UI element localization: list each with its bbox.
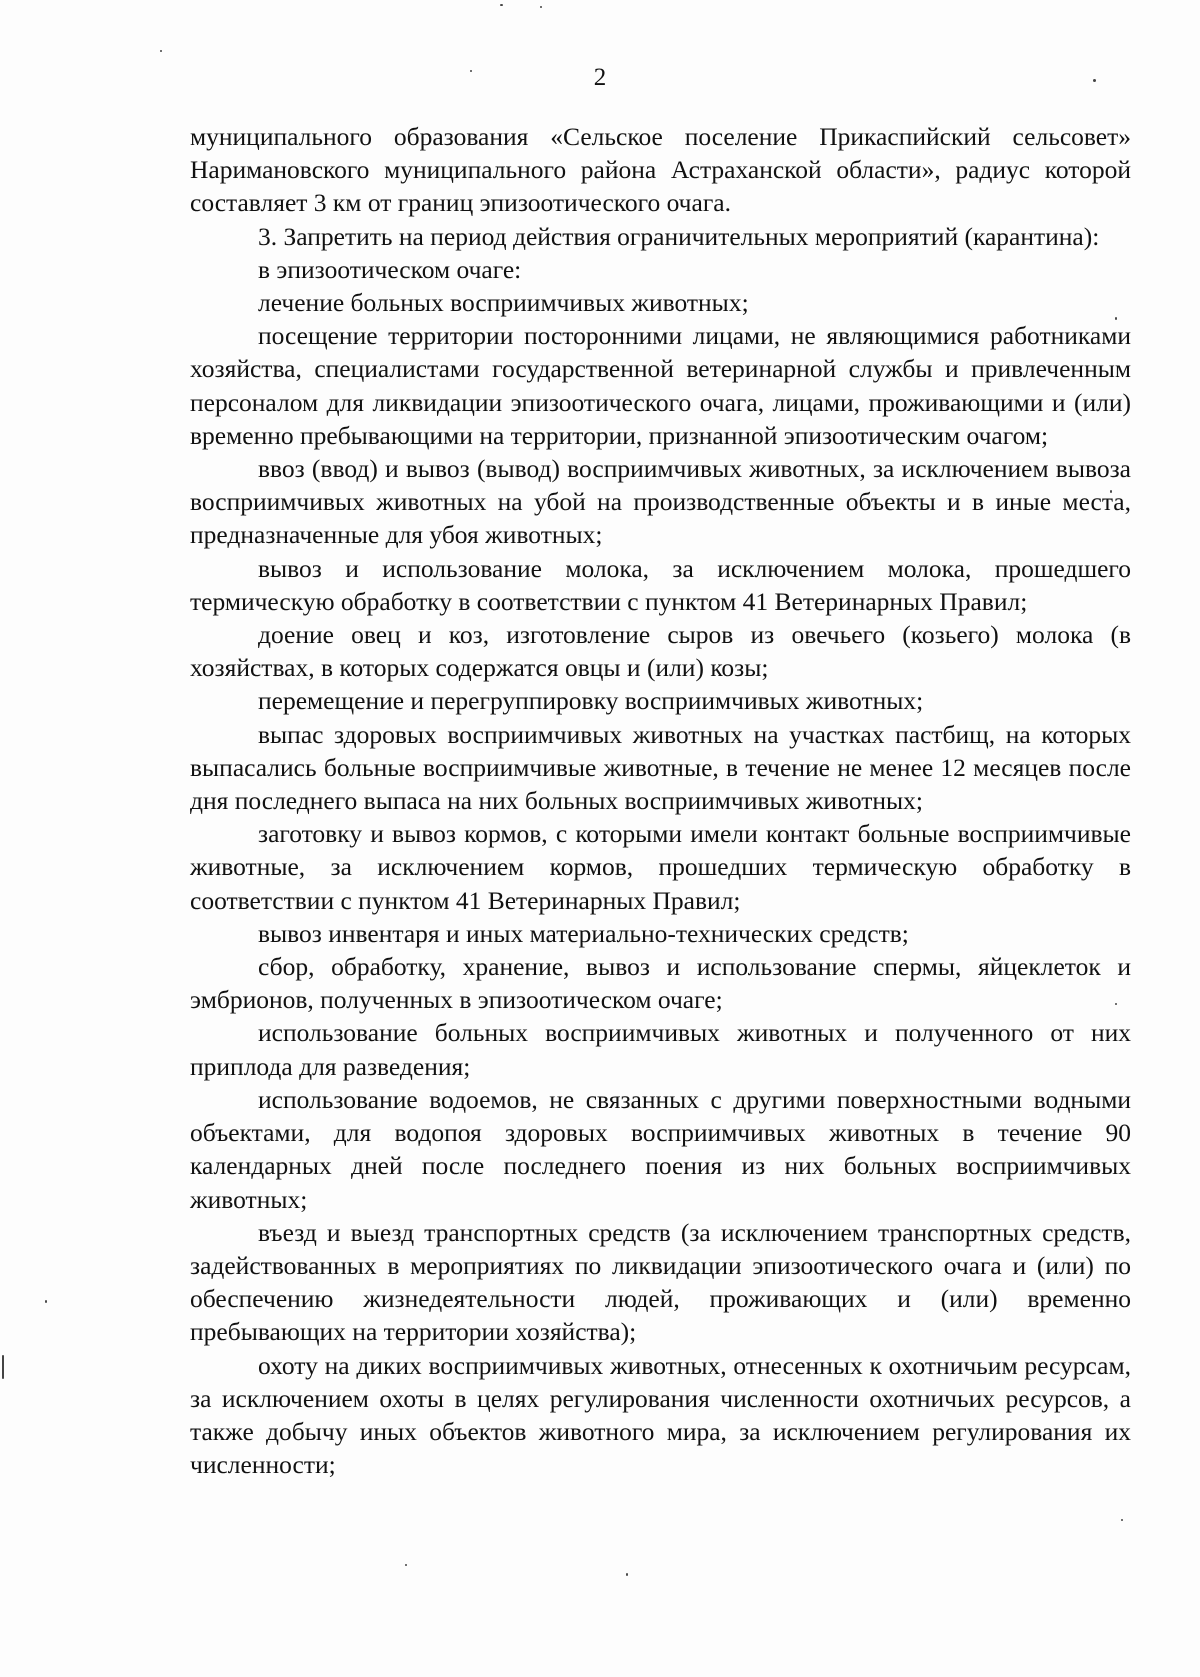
scan-speck bbox=[626, 1573, 628, 1576]
scan-speck bbox=[540, 6, 542, 8]
paragraph: охоту на диких восприимчивых животных, отнесенных к охотничьим ресурсам, за исключением охоты в целях регулирования численности охотничьих ресурсов, а также добычу иных объектов животного мира, за исключением регулирования их численности; bbox=[190, 1350, 1131, 1480]
paragraph: использование больных восприимчивых животных и полученного от них приплода для разведения; bbox=[190, 1018, 1131, 1081]
paragraph: вывоз и использование молока, за исключением молока, прошедшего термическую обработку в соответствии с пунктом 41 Ветеринарных Правил; bbox=[190, 553, 1131, 616]
paragraph: 3. Запретить на период действия ограничительных мероприятий (карантина): bbox=[258, 221, 1100, 251]
paragraph: лечение больных восприимчивых животных; bbox=[258, 288, 749, 318]
paragraph: заготовку и вывоз кормов, с которыми имели контакт больные восприимчивые животные, за исключением кормов, прошедших термическую обработку в соответствии с пунктом 41 Ветеринарных Правил; bbox=[190, 819, 1131, 915]
paragraph: сбор, обработку, хранение, вывоз и использование спермы, яйцеклеток и эмбрионов, полученных в эпизоотическом очаге; bbox=[190, 952, 1131, 1015]
paragraph: ввоз (ввод) и вывоз (вывод) восприимчивых животных, за исключением вывоза восприимчивых животных на убой на производственные объекты и в иные места, предназначенные для убоя животных; bbox=[190, 454, 1131, 550]
paragraph: въезд и выезд транспортных средств (за исключением транспортных средств, задействованных в мероприятиях по ликвидации эпизоотического очага и (или) по обеспечению жизнедеятельности людей, проживающих и (или) временно пребывающих на территории хозяйства); bbox=[190, 1217, 1131, 1347]
scan-speck bbox=[500, 4, 503, 6]
document-body bbox=[190, 120, 1131, 1481]
paragraph: муниципального образования «Сельское поселение Прикаспийский сельсовет» Наримановского муниципального района Астраханской области», радиус которой составляет 3 км от границ эпизоотического очага. bbox=[190, 122, 1131, 218]
paragraph: использование водоемов, не связанных с другими поверхностными водными объектами, для водопоя здоровых восприимчивых животных в течение 90 календарных дней после последнего поения из них больных восприимчивых животных; bbox=[190, 1084, 1131, 1214]
paragraph: перемещение и перегруппировку восприимчивых животных; bbox=[258, 686, 924, 716]
paragraph: выпас здоровых восприимчивых животных на участках пастбищ, на которых выпасались больные восприимчивые животные, в течение не менее 12 месяцев после дня последнего выпаса на них больных восприимчивых животных; bbox=[190, 719, 1131, 816]
paragraph: в эпизоотическом очаге: bbox=[258, 254, 522, 284]
scan-speck bbox=[45, 1300, 47, 1303]
paragraph: вывоз инвентаря и иных материально-технических средств; bbox=[258, 918, 909, 948]
scan-speck bbox=[160, 50, 162, 52]
scan-speck bbox=[2, 1355, 4, 1379]
scan-speck bbox=[1121, 1519, 1123, 1521]
paragraph: доение овец и коз, изготовление сыров из овечьего (козьего) молока (в хозяйствах, в которых содержатся овцы и (или) козы; bbox=[190, 620, 1131, 683]
scan-speck bbox=[405, 1564, 407, 1566]
paragraph: посещение территории посторонними лицами, не являющимися работниками хозяйства, специалистами государственной ветеринарной службы и привлеченным персоналом для ликвидации эпизоотического очага, лицами, проживающими и (или) временно пребывающими на территории, признанной эпизоотическим очагом; bbox=[190, 321, 1131, 450]
page-number: 2 bbox=[593, 64, 607, 91]
